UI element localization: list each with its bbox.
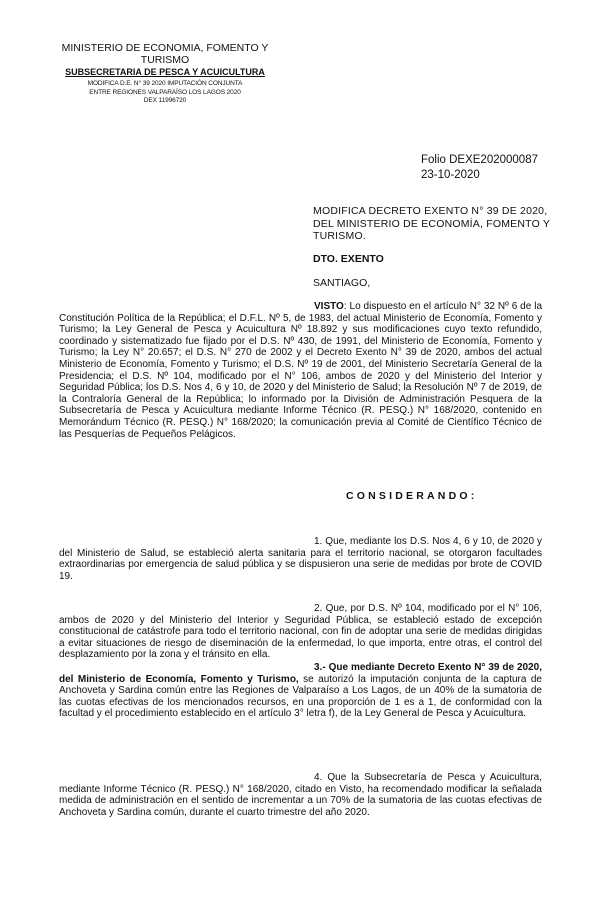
document-reference bbox=[50, 80, 280, 106]
ministry-name: MINISTERIO DE ECONOMIA, FOMENTO Y TURISMO bbox=[61, 42, 269, 66]
considerando-heading: CONSIDERANDO: bbox=[346, 490, 478, 502]
city: SANTIAGO, bbox=[313, 277, 371, 289]
considerando-4-text: 4. Que la Subsecretaría de Pesca y Acuicultura, mediante Informe Técnico (R. PESQ.) N° 168/2020, citado en Visto, ha recomendado modificar la señalada medida de administración en el sentido de incrementar a un 70% de la sumatoria de las cuotas efectivas de Anchoveta y Sardina común, durante el cuarto trimestre del año 2020. bbox=[59, 772, 542, 818]
considerando-4 bbox=[59, 772, 542, 818]
considerando-3 bbox=[59, 662, 542, 720]
considerando-1 bbox=[59, 536, 542, 582]
considerando-3-bold: 3.- Que mediante Decreto Exento N° 39 de 2020, del Ministerio de Economía, Fomento y Turismo, bbox=[59, 662, 542, 685]
folio-date: 23-10-2020 bbox=[421, 169, 480, 181]
visto-label: VISTO bbox=[314, 301, 344, 312]
decree-subject: MODIFICA DECRETO EXENTO N° 39 DE 2020, DEL MINISTERIO DE ECONOMÍA, FOMENTO Y TURISMO. bbox=[313, 205, 550, 242]
reference-line-3: DEX 11996720 bbox=[143, 97, 187, 104]
folio-number: Folio DEXE202000087 bbox=[421, 154, 538, 166]
reference-line-2: ENTRE REGIONES VALPARAÍSO LOS LAGOS 2020 bbox=[89, 88, 241, 96]
considerando-1-text: 1. Que, mediante los D.S. Nos 4, 6 y 10, de 2020 y del Ministerio de Salud, se estableció alerta sanitaria para el territorio nacional, se otorgaron facultades extraordinarias por emergencia de salud pública y se dispusieron una serie de medidas por brote de COVID 19. bbox=[59, 536, 542, 582]
considerando-2 bbox=[59, 603, 542, 661]
visto-paragraph bbox=[59, 301, 542, 440]
decree-type: DTO. EXENTO bbox=[313, 253, 384, 265]
subsecretaria-name: SUBSECRETARIA DE PESCA Y ACUICULTURA bbox=[65, 67, 265, 77]
visto-text: : Lo dispuesto en el artículo N° 32 Nº 6 de la Constitución Política de la República; el D.F.L. Nº 5, de 1983, del actual Ministerio de Economía, Fomento y Turismo; la Ley General de Pesca y Acuicultura Nº 18.892 y sus modificaciones cuyo texto refundido, coordinado y sistematizado fue fijado por el D.S. Nº 430, de 1991, del Ministerio de Economía, Fomento y Turismo; la Ley N° 20.657; el D.S. N° 270 de 2002 y el Decreto Exento N° 39 de 2020, ambos del actual Ministerio de Economía, Fomento y Turismo; el D.S. Nº 19 de 2001, del Ministerio Secretaría General de la Presidencia; el D.S. Nº 104, modificado por el N° 106, ambos de 2020 y del Ministerio del Interior y Seguridad Pública; los D.S. Nos 4, 6 y 10, de 2020 y del Ministerio de Salud; la Resolución Nº 7 de 2019, de la Contraloría General de la República; lo informado por la División de Administración Pesquera de la Subsecretaría de Pesca y Acuicultura mediante Informe Técnico (R. PESQ.) N° 168/2020, contenido en Memorándum Técnico (R. PESQ.) N° 168/2020; la comunicación previa al Comité de Científico Técnico de las Pesquerías de Pequeños Pelágicos. bbox=[59, 301, 542, 440]
considerando-2-text: 2. Que, por D.S. Nº 104, modificado por el N° 106, ambos de 2020 y del Ministerio del Interior y Seguridad Pública, se estableció estado de excepción constitucional de catástrofe para todo el territorio nacional, con fin de adoptar una serie de medidas dirigidas a evitar situaciones de riesgo de diseminación de la enfermedad, lo que importa, entre otras, el control del desplazamiento por la zona y el tránsito en ella. bbox=[59, 603, 542, 661]
letterhead bbox=[50, 42, 280, 106]
reference-line-1: MODIFICA D.E. N° 39 2020 IMPUTACIÓN CONJUNTA bbox=[87, 80, 243, 87]
folio-block bbox=[421, 153, 538, 183]
considerando-3-text: se autorizó la imputación conjunta de la captura de Anchoveta y Sardina común entre las Regiones de Valparaíso a Los Lagos, de un 40% de la sumatoria de las cuotas efectivas de los mencionados recursos, en una proporción de 1 es a 1, de conformidad con la facultad y el procedimiento establecido en el artículo 3° letra f), de la Ley General de Pesca y Acuicultura. bbox=[59, 673, 542, 720]
